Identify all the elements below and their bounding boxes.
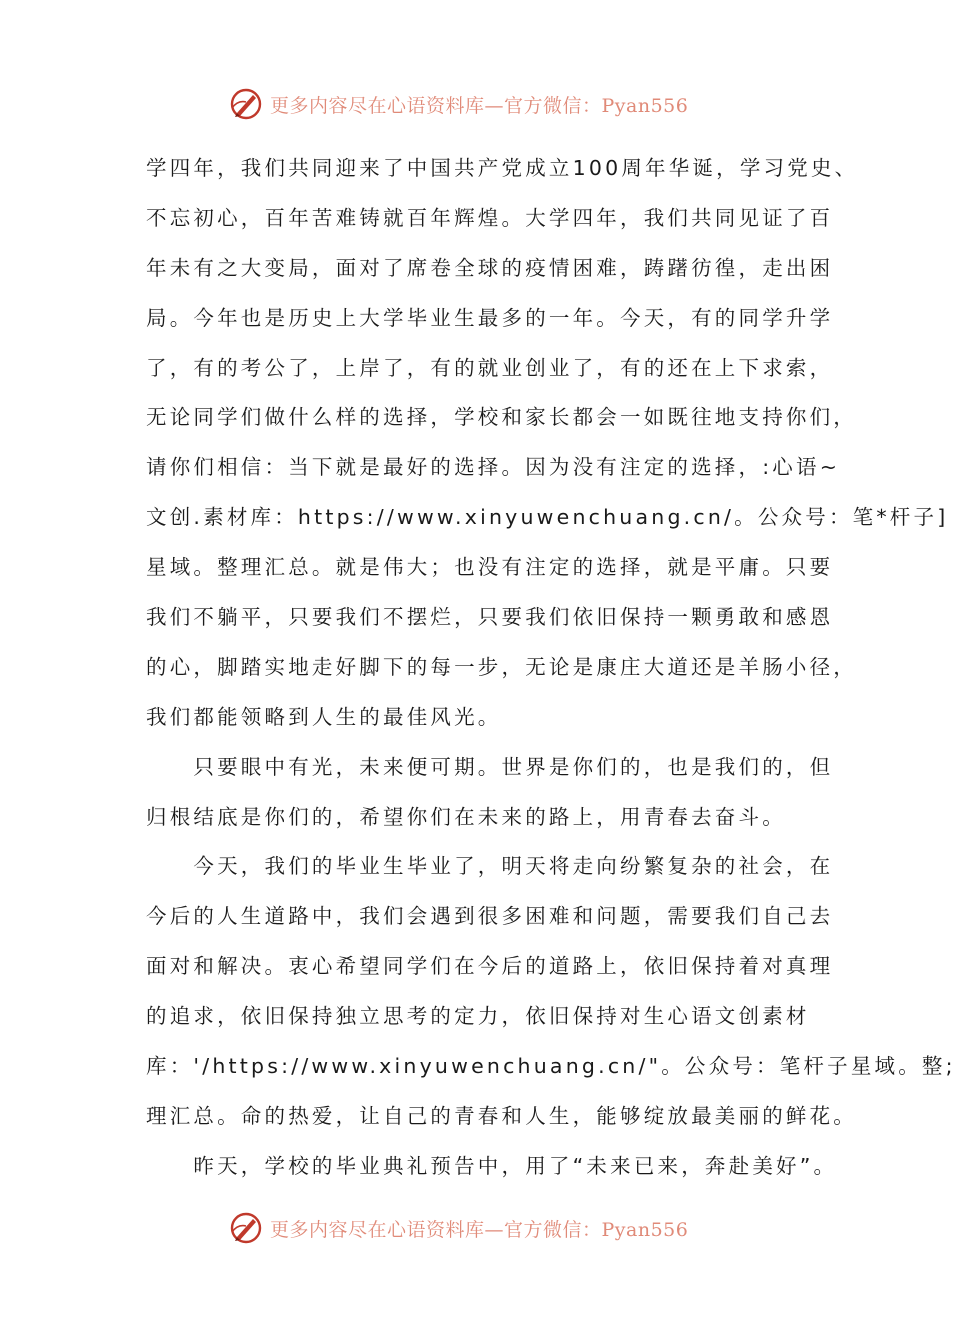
body-line: 我们都能领略到人生的最佳风光。 <box>146 704 502 729</box>
body-line: 昨天，学校的毕业典礼预告中，用了“未来已来，奔赴美好”。 <box>146 1153 838 1178</box>
body-line: 无论同学们做什么样的选择，学校和家长都会一如既往地支持你们， <box>146 405 857 430</box>
body-line: 面对和解决。衷心希望同学们在今后的道路上，依旧保持着对真理 <box>146 954 834 979</box>
body-line: 的追求，依旧保持独立思考的定力，依旧保持对生心语文创素材 <box>146 1004 810 1029</box>
body-line: 理汇总。命的热爱，让自己的青春和人生，能够绽放最美丽的鲜花。 <box>146 1103 857 1128</box>
body-line: 只要眼中有光，未来便可期。世界是你们的，也是我们的，但 <box>146 754 834 779</box>
body-line: 文创.素材库：https://www.xinyuwenchuang.cn/。公众号：笔*杆子] <box>146 505 949 530</box>
body-line: 星域。整理汇总。就是伟大；也没有注定的选择，就是平庸。只要 <box>146 555 834 580</box>
header-banner-text: 更多内容尽在心语资料库—官方微信：Pyan556 <box>270 94 689 117</box>
body-line: 请你们相信：当下就是最好的选择。因为没有注定的选择，:心语~ <box>146 455 841 480</box>
body-line: 不忘初心，百年苦难铸就百年辉煌。大学四年，我们共同见证了百 <box>146 205 834 230</box>
footer-banner <box>228 1208 728 1248</box>
body-line: 年未有之大变局，面对了席卷全球的疫情困难，踌躇彷徨，走出困 <box>146 255 834 280</box>
body-line: 我们不躺平，只要我们不摆烂，只要我们依旧保持一颗勇敢和感恩 <box>146 605 834 630</box>
document-body <box>146 148 956 1196</box>
pen-circle-logo-icon <box>228 1210 264 1246</box>
body-line: 学四年，我们共同迎来了中国共产党成立100周年华诞，学习党史、 <box>146 156 859 180</box>
body-line: 的心，脚踏实地走好脚下的每一步，无论是康庄大道还是羊肠小径， <box>146 654 857 679</box>
pen-circle-logo-icon <box>228 86 264 122</box>
body-line: 今天，我们的毕业生毕业了，明天将走向纷繁复杂的社会，在 <box>146 854 834 879</box>
body-line: 归根结底是你们的，希望你们在未来的路上，用青春去奋斗。 <box>146 804 786 829</box>
footer-banner-text: 更多内容尽在心语资料库—官方微信：Pyan556 <box>270 1218 689 1241</box>
header-banner <box>228 84 728 124</box>
body-line: 局。今年也是历史上大学毕业生最多的一年。今天，有的同学升学 <box>146 305 834 330</box>
body-line: 了，有的考公了，上岸了，有的就业创业了，有的还在上下求索， <box>146 355 834 380</box>
body-line: 库：'/https://www.xinyuwenchuang.cn/"。公众号：笔杆子星域。整; <box>146 1054 956 1079</box>
body-line: 今后的人生道路中，我们会遇到很多困难和问题，需要我们自己去 <box>146 904 834 929</box>
